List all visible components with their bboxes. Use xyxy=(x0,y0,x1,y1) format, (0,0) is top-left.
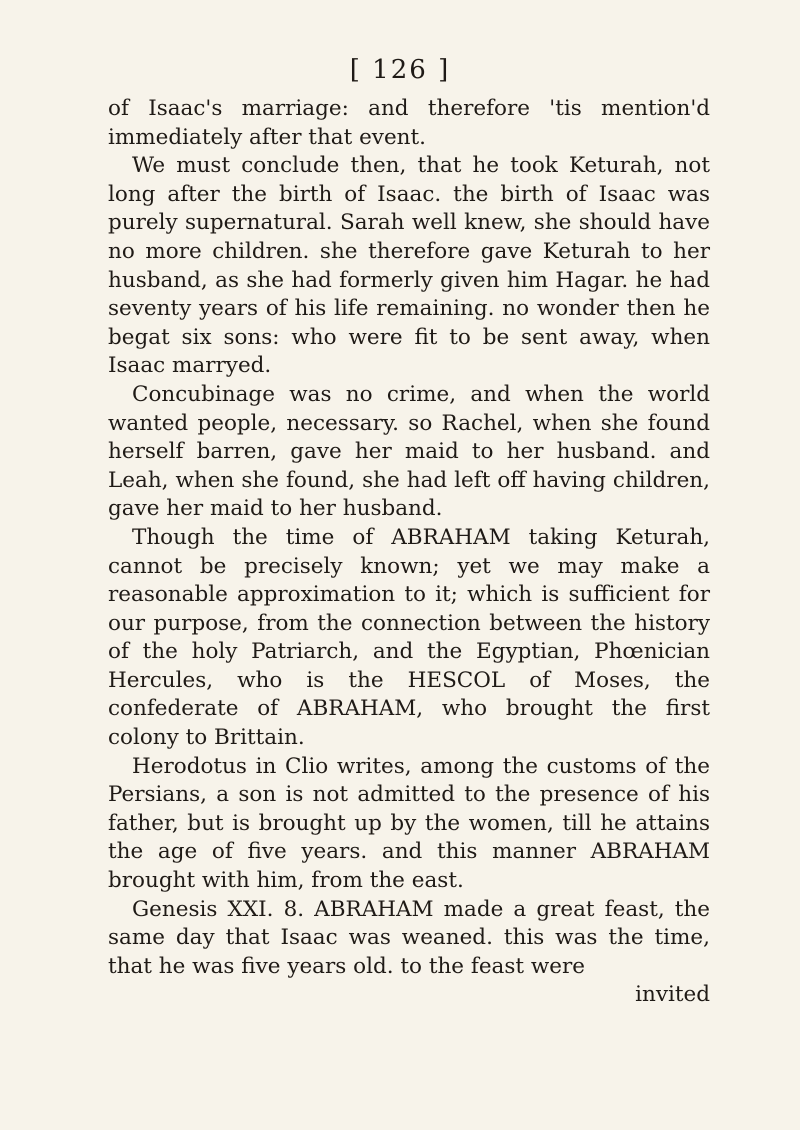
page-number: [ 126 ] xyxy=(349,55,451,85)
paragraph: We must conclude then, that he took Keturah, not long after the birth of Isaac. the birth of Isaac was purely supernatural. Sarah well knew, she should have no more children. she therefore gave Keturah to her husband, as she had formerly given him Hagar. he had seventy years of his life remaining. no wonder then he begat six sons: who were fit to be sent away, when Isaac marryed. xyxy=(108,153,710,379)
paragraph: of Isaac's marriage: and therefore 'tis mention'd immediately after that event. xyxy=(108,96,710,150)
paragraph: Concubinage was no crime, and when the world wanted people, necessary. so Rachel, when she found herself barren, gave her maid to her husband. and Leah, when she found, she had left off having children, gave her maid to her husband. xyxy=(108,381,710,522)
paragraph: Genesis XXI. 8. ABRAHAM made a great feast, the same day that Isaac was weaned. this was the time, that he was five years old. to the feast were xyxy=(108,896,710,979)
paragraph: Though the time of ABRAHAM taking Keturah, cannot be precisely known; yet we may make a reasonable approximation to it; which is sufficient for our purpose, from the connection between the history of the holy Patriarch, and the Egyptian, Phœnician Hercules, who is the HESCOL of Moses, the confederate of ABRAHAM, who brought the first colony to Brittain. xyxy=(108,524,710,751)
paragraph: Herodotus in Clio writes, among the customs of the Persians, a son is not admitted to the presence of his father, but is brought up by the women, till he attains the age of five years. and this manner ABRAHAM brought with him, from the east. xyxy=(108,753,710,894)
catchword: invited xyxy=(635,982,710,1008)
page-body xyxy=(108,95,710,1010)
